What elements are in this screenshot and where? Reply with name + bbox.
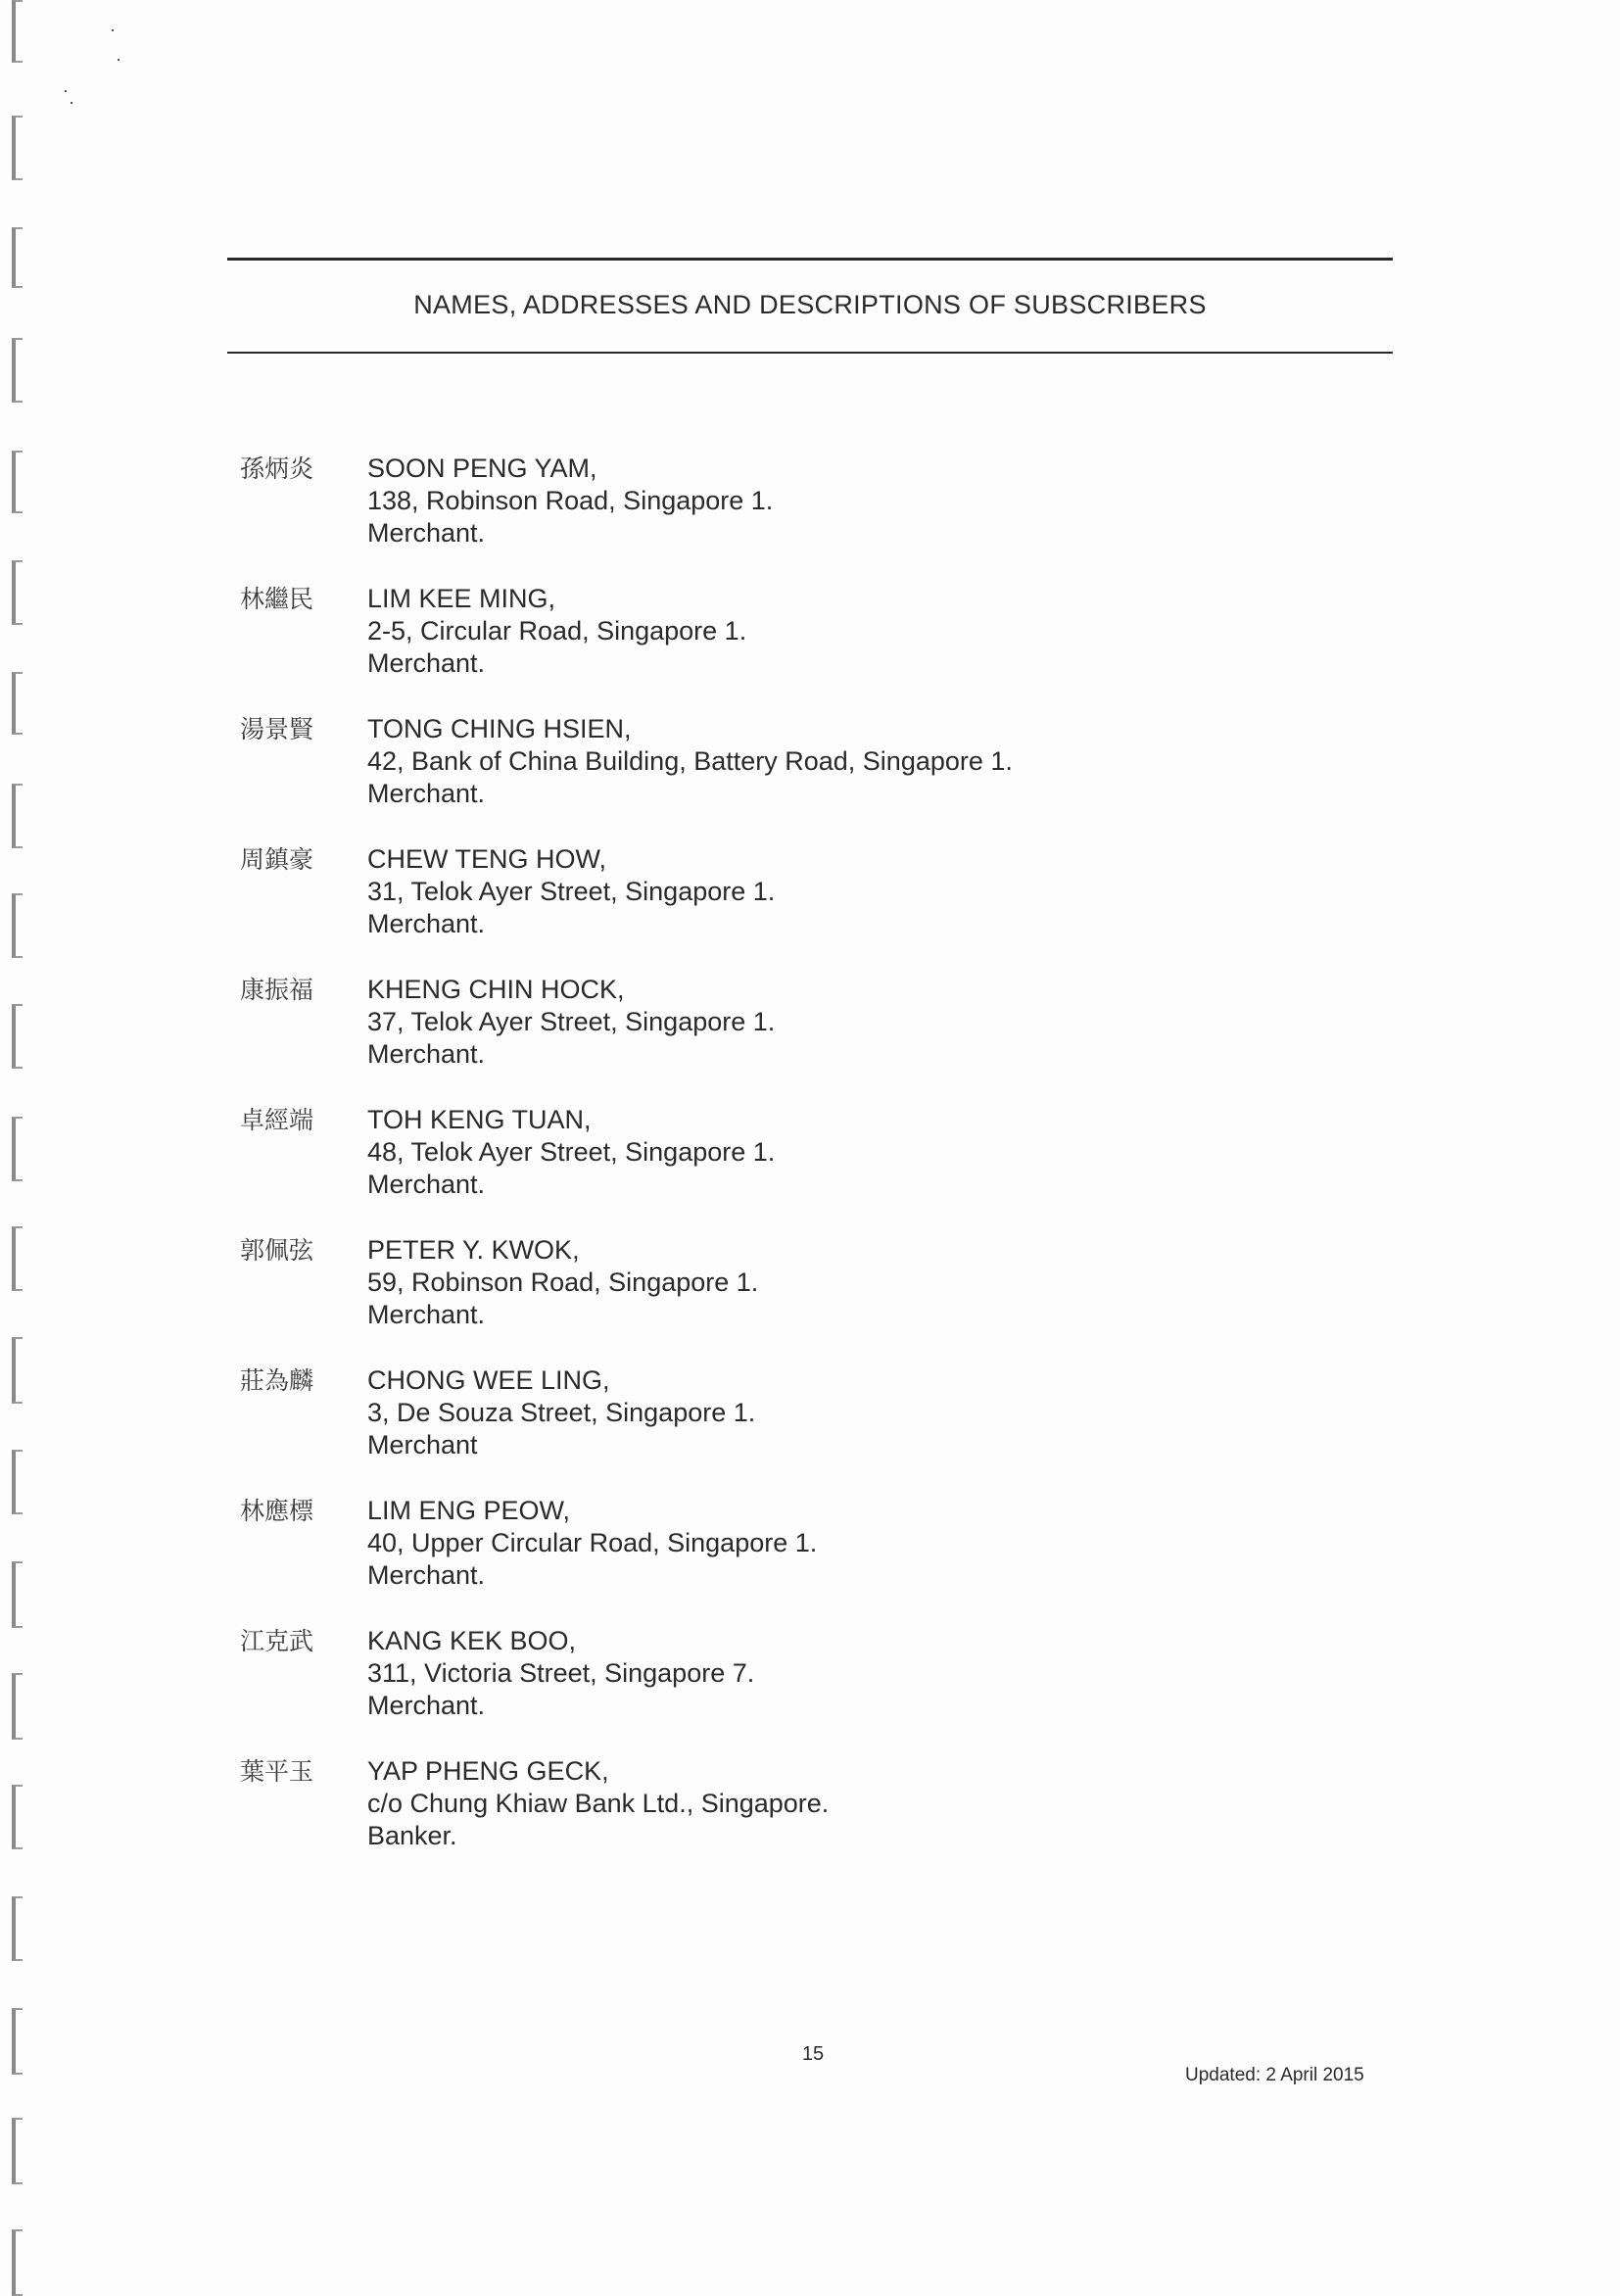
subscriber-name: KANG KEK BOO, (367, 1626, 577, 1655)
subscriber-details (367, 974, 775, 1104)
binding-bracket (12, 893, 23, 958)
subscriber-address: 2-5, Circular Road, Singapore 1. (367, 616, 747, 646)
subscriber-entry (240, 1755, 1366, 1886)
chinese-name: 康振福 (240, 976, 314, 1004)
binding-bracket (12, 672, 23, 735)
chinese-name: 孫炳炎 (240, 454, 314, 483)
subscriber-entry (240, 1495, 1366, 1625)
binding-bracket (12, 227, 23, 288)
binding-bracket (12, 451, 23, 513)
subscriber-description: Merchant. (367, 909, 486, 938)
subscriber-name: YAP PHENG GECK, (367, 1756, 609, 1786)
chinese-name: 莊為麟 (240, 1366, 314, 1395)
scan-speck (118, 59, 119, 61)
subscriber-name: LIM KEE MING, (367, 584, 556, 613)
subscriber-details (367, 1495, 817, 1625)
chinese-name: 湯景賢 (240, 715, 314, 743)
subscriber-list (240, 453, 1366, 1886)
header-rule-bottom (227, 352, 1393, 354)
updated-date: Updated: 2 April 2015 (1185, 2065, 1364, 2085)
subscriber-address: 37, Telok Ayer Street, Singapore 1. (367, 1007, 776, 1036)
chinese-name: 江克武 (240, 1627, 314, 1655)
subscriber-address: 311, Victoria Street, Singapore 7. (367, 1658, 755, 1688)
subscriber-address: 40, Upper Circular Road, Singapore 1. (367, 1528, 818, 1557)
binding-bracket (12, 1785, 23, 1849)
subscriber-entry (240, 713, 1366, 843)
subscriber-details (367, 1104, 775, 1234)
scan-speck (71, 102, 72, 104)
subscriber-description: Merchant. (367, 518, 486, 548)
binding-bracket (12, 1226, 23, 1291)
scan-speck (65, 90, 67, 92)
subscriber-details (367, 1755, 829, 1886)
binding-bracket (12, 0, 23, 63)
binding-bracket (12, 2229, 23, 2296)
page-number: 15 (801, 2043, 825, 2065)
binding-bracket (12, 1450, 23, 1514)
subscriber-address: 42, Bank of China Building, Battery Road, Singapore 1. (367, 746, 1013, 776)
subscriber-entry (240, 1625, 1366, 1755)
binding-bracket (12, 1004, 23, 1069)
subscriber-name: KHENG CHIN HOCK, (367, 975, 625, 1004)
chinese-name: 林應標 (240, 1497, 314, 1525)
subscriber-entry (240, 1364, 1366, 1495)
binding-bracket (12, 2008, 23, 2075)
page-title: NAMES, ADDRESSES AND DESCRIPTIONS OF SUBSCRIBERS (413, 290, 1207, 319)
subscriber-address: 31, Telok Ayer Street, Singapore 1. (367, 877, 776, 906)
subscriber-description: Merchant. (367, 1170, 486, 1199)
subscriber-name: CHONG WEE LING, (367, 1365, 610, 1395)
scan-speck (112, 29, 114, 31)
subscriber-name: PETER Y. KWOK, (367, 1235, 580, 1265)
subscriber-address: c/o Chung Khiaw Bank Ltd., Singapore. (367, 1789, 830, 1818)
subscriber-description: Merchant (367, 1430, 478, 1459)
subscriber-name: TOH KENG TUAN, (367, 1105, 592, 1134)
subscriber-description: Merchant. (367, 1691, 486, 1720)
subscriber-details (367, 713, 1013, 843)
subscriber-description: Banker. (367, 1821, 457, 1850)
chinese-name: 葉平玉 (240, 1757, 314, 1786)
subscriber-entry (240, 1104, 1366, 1234)
subscriber-details (367, 1234, 758, 1364)
subscriber-description: Merchant. (367, 648, 486, 678)
chinese-name: 林繼民 (240, 585, 314, 613)
subscriber-address: 59, Robinson Road, Singapore 1. (367, 1268, 759, 1297)
subscriber-name: CHEW TENG HOW, (367, 844, 607, 874)
chinese-name: 周鎮豪 (240, 845, 314, 874)
subscriber-name: TONG CHING HSIEN, (367, 714, 632, 743)
subscriber-address: 3, De Souza Street, Singapore 1. (367, 1398, 756, 1427)
binding-margin (0, 0, 39, 2292)
subscriber-entry (240, 453, 1366, 583)
subscriber-name: SOON PENG YAM, (367, 454, 597, 483)
binding-bracket (12, 1896, 23, 1961)
subscriber-address: 48, Telok Ayer Street, Singapore 1. (367, 1137, 776, 1167)
subscriber-description: Merchant. (367, 1300, 486, 1329)
subscriber-entry (240, 583, 1366, 713)
subscriber-description: Merchant. (367, 1560, 486, 1590)
subscriber-entry (240, 974, 1366, 1104)
subscriber-details (367, 1364, 755, 1495)
subscriber-entry (240, 843, 1366, 974)
subscriber-entry (240, 1234, 1366, 1364)
subscriber-details (367, 453, 773, 583)
binding-bracket (12, 1673, 23, 1740)
binding-bracket (12, 784, 23, 848)
binding-bracket (12, 1117, 23, 1181)
binding-bracket (12, 2118, 23, 2184)
chinese-name: 卓經端 (240, 1106, 314, 1134)
subscriber-details (367, 1625, 754, 1755)
subscriber-details (367, 843, 775, 974)
subscriber-description: Merchant. (367, 779, 486, 808)
subscriber-description: Merchant. (367, 1039, 486, 1069)
subscriber-name: LIM ENG PEOW, (367, 1496, 571, 1525)
binding-bracket (12, 116, 23, 180)
binding-bracket (12, 1561, 23, 1628)
header-rule-top (227, 258, 1393, 261)
subscriber-address: 138, Robinson Road, Singapore 1. (367, 486, 774, 515)
binding-bracket (12, 560, 23, 625)
chinese-name: 郭佩弦 (240, 1236, 314, 1265)
binding-bracket (12, 338, 23, 403)
binding-bracket (12, 1337, 23, 1404)
subscriber-details (367, 583, 746, 713)
